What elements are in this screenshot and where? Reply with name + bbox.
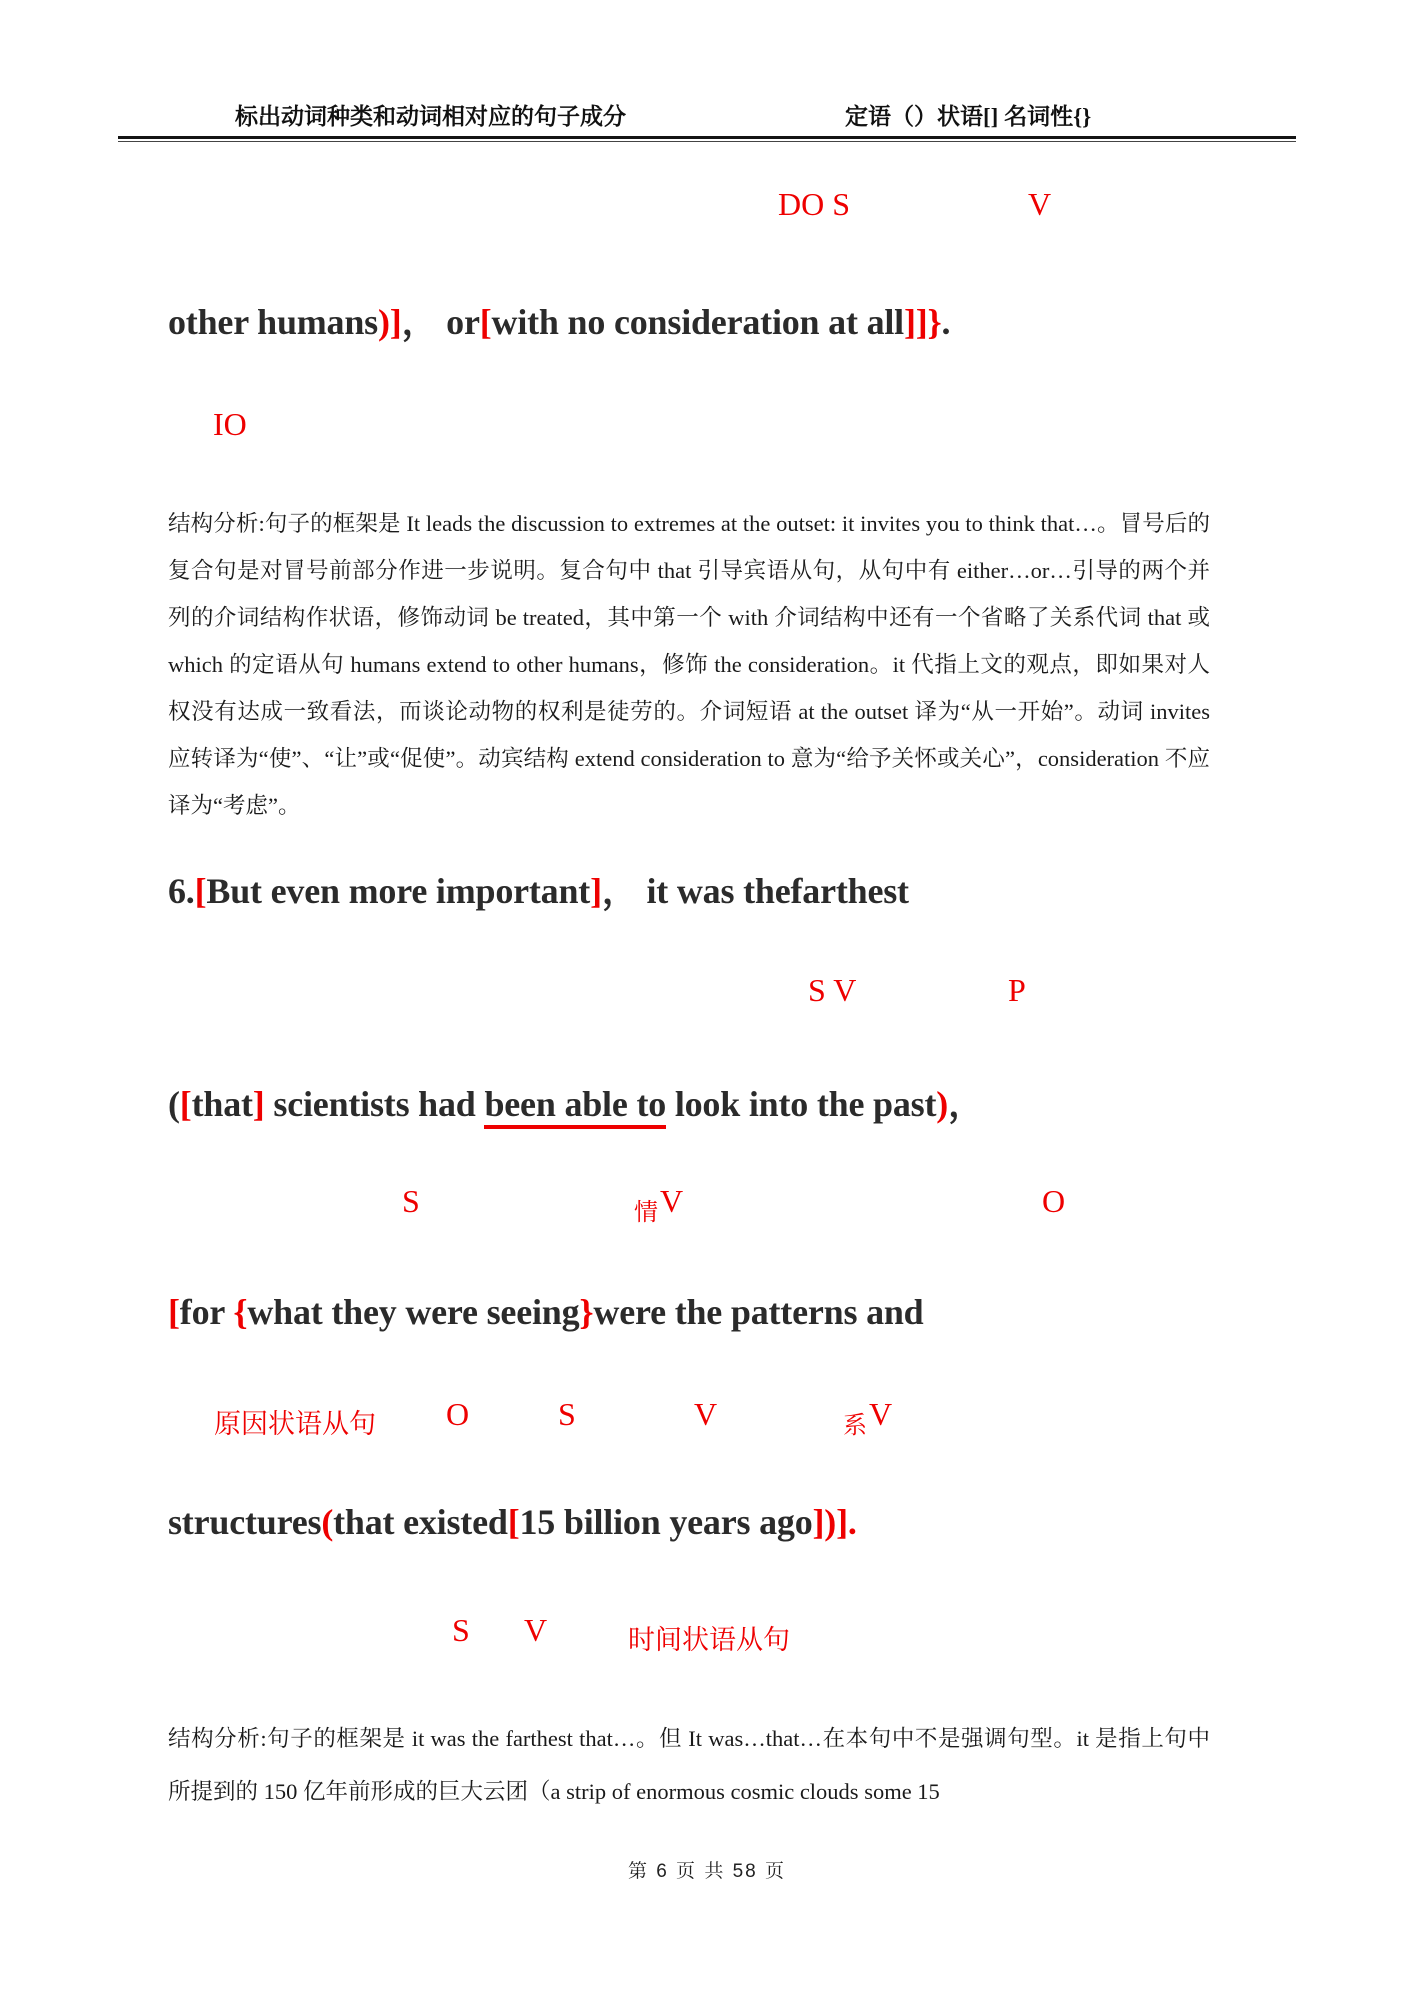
sentence-segment: [: [168, 1292, 180, 1332]
analysis-paragraph-2: 结构分析:句子的框架是 it was the farthest that…。但 It was…that…在本句中不是强调句型。it 是指上句中所提到的 150 亿年前形成的巨大云团（a strip of enormous cosmic clouds some 15: [168, 1726, 1210, 1804]
annotation-o: O: [1042, 1183, 1066, 1219]
sentence-segment: ，: [948, 1084, 984, 1124]
annotation-row-sv-p: [0, 972, 1414, 1022]
annotation-link-marker: 系: [843, 1413, 867, 1439]
sentence-segment: But even more important: [206, 871, 591, 911]
sentence-segment: [: [507, 1502, 520, 1542]
sentence-segment: with no consideration at all: [491, 302, 904, 342]
sentence-heading-6: [168, 863, 909, 914]
header-divider: [118, 136, 1296, 139]
sentence-segment: that: [191, 1084, 253, 1124]
annotation-io: IO: [213, 406, 247, 442]
sentence-line-3: [168, 1291, 924, 1333]
sentence-segment: for: [179, 1292, 234, 1332]
annotation-time-clause-label: 时间状语从句: [628, 1625, 790, 1655]
annotation-v: V: [1028, 186, 1052, 222]
sentence-segment: ]]}: [903, 302, 942, 342]
annotation-s: S: [452, 1612, 470, 1648]
analysis-paragraph-1: 结构分析:句子的框架是 It leads the discussion to extremes at the outset: it invites you to think that…。冒号后的复合句是对冒号前部分作进一步说明。复合句中 that 引导宾语从句，从句中有 either…or…引导的两个并列的介词结构作状语，修饰动词 be treated，其中第一个 with 介词结构中还有一个省略了关系代词 that 或 which 的定语从句 humans extend to other humans，修饰 the consideration。it 代指上文的观点，即如果对人权没有达成一致看法，而谈论动物的权利是徒劳的。介词短语 at the outset 译为“从一开始”。动词 invites 应转译为“使”、“让”或“促使”。动宾结构 extend consideration to 意为“给予关怀或关心”，consideration 不应译为“考虑”。: [168, 511, 1210, 818]
annotation-do-s: DO S: [778, 186, 851, 222]
annotation-p: P: [1008, 972, 1026, 1008]
header-left-text: 标出动词种类和动词相对应的句子成分: [235, 104, 626, 129]
sentence-segment: [: [194, 871, 207, 911]
sentence-line-4: [168, 1501, 857, 1543]
sentence-segment: other humans: [168, 302, 378, 342]
sentence-segment: [: [479, 302, 492, 342]
sentence-segment: scientists had: [264, 1084, 485, 1124]
sentence-segment: (: [168, 1084, 180, 1124]
sentence-segment: ， it was thefarthest: [601, 871, 909, 911]
annotation-row-do-s-v: [0, 186, 1414, 236]
sentence-segment: what they were seeing: [247, 1292, 580, 1332]
annotation-sv: S V: [808, 972, 857, 1008]
sentence-line-2: [168, 1076, 984, 1127]
sentence-segment: that existed: [333, 1502, 508, 1542]
sentence-segment: been able to: [484, 1084, 666, 1129]
annotation-cause-clause-label: 原因状语从句: [214, 1409, 376, 1439]
sentence-segment: (: [321, 1502, 334, 1542]
annotation-modal-marker: 情: [634, 1200, 658, 1226]
sentence-segment: structures: [168, 1502, 322, 1542]
sentence-segment: )]: [377, 302, 402, 342]
annotation-v2: V: [869, 1396, 893, 1432]
sentence-segment: look into the past: [666, 1084, 937, 1124]
sentence-segment: ])].: [812, 1502, 857, 1542]
annotation-row-io: [0, 406, 1414, 456]
sentence-segment: {: [233, 1292, 248, 1332]
sentence-segment: ]: [252, 1084, 265, 1124]
annotation-row-time-clause: [0, 1612, 1414, 1662]
sentence-segment: }: [579, 1292, 594, 1332]
footer-page-number: 第 6 页 共 58 页: [627, 1861, 787, 1882]
sentence-segment: ): [936, 1084, 949, 1124]
sentence-segment: ， or: [401, 302, 480, 342]
sentence-line-1: [168, 294, 950, 345]
annotation-row-cause-clause: [0, 1396, 1414, 1446]
sentence-segment: ]: [590, 871, 602, 911]
sentence-segment: were the patterns and: [593, 1292, 924, 1332]
sentence-segment: 15 billion years ago: [519, 1502, 813, 1542]
sentence-segment: .: [941, 302, 951, 342]
annotation-v: V: [694, 1396, 718, 1432]
header-right-text: 定语（）状语[] 名词性{}: [845, 104, 1092, 129]
annotation-v: V: [524, 1612, 548, 1648]
sentence-segment: 6.: [168, 871, 195, 911]
annotation-row-s-qv-o: [0, 1183, 1414, 1233]
annotation-v: V: [660, 1183, 684, 1219]
annotation-s: S: [402, 1183, 420, 1219]
annotation-o: O: [446, 1396, 470, 1432]
sentence-segment: [: [179, 1084, 192, 1124]
annotation-s: S: [558, 1396, 576, 1432]
